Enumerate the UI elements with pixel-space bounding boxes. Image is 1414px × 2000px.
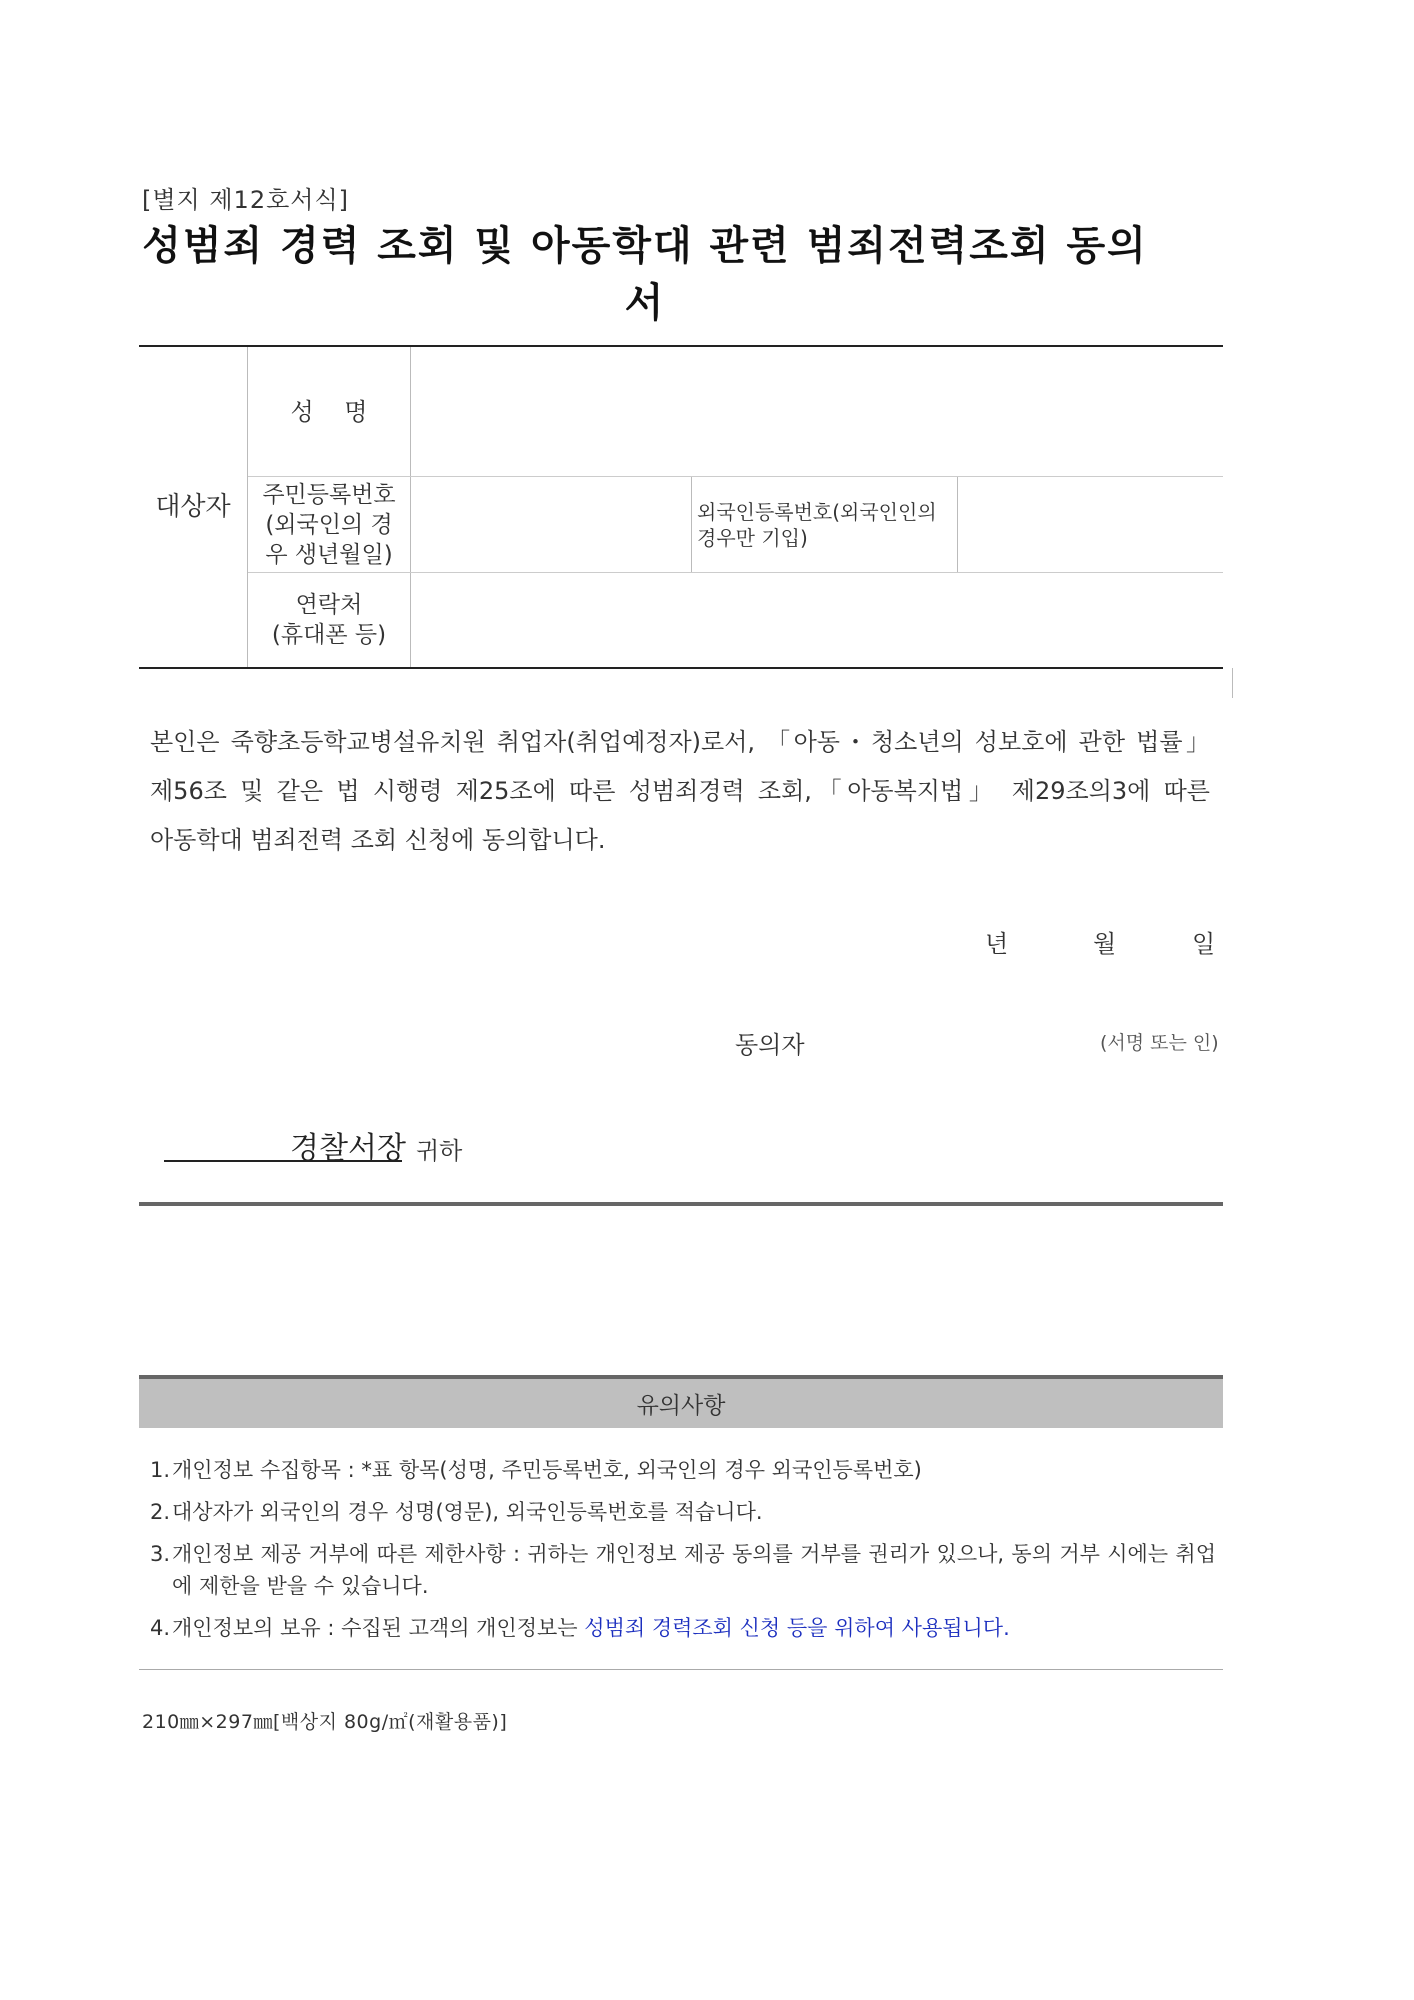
foreigner-number-field[interactable] — [958, 477, 1223, 572]
notice-number: 1. — [150, 1458, 171, 1482]
notice-bottom-rule — [139, 1669, 1223, 1670]
notice-text: 개인정보 수집항목 : *표 항목(성명, 주민등록번호, 외국인의 경우 외국인등록번호) — [172, 1458, 922, 1482]
notice-item — [150, 1612, 1216, 1644]
honorific: 귀하 — [416, 1137, 463, 1165]
date-year-label: 년 — [985, 930, 1009, 958]
contact-field[interactable] — [411, 573, 1223, 667]
resident-number-label: 주민등록번호 (외국인의 경 우 생년월일) — [262, 481, 396, 568]
police-station-chief: 경찰서장 — [290, 1131, 406, 1166]
notice-number: 4. — [150, 1616, 171, 1640]
notice-item — [150, 1454, 1216, 1486]
notice-text-highlight: 성범죄 경력조회 신청 등을 위하여 사용됩니다. — [584, 1616, 1010, 1640]
form-number: [별지 제12호서식] — [142, 186, 349, 214]
name-field[interactable] — [411, 347, 1223, 476]
notice-text — [172, 1612, 1216, 1644]
table-divider — [691, 476, 692, 572]
section-divider — [139, 1202, 1223, 1206]
paper-spec-footer: 210㎜×297㎜[백상지 80g/㎡(재활용품)] — [142, 1711, 508, 1733]
resident-number-field[interactable] — [411, 477, 691, 572]
notice-list — [150, 1454, 1216, 1654]
table-bottom-rule — [139, 667, 1223, 669]
notice-number: 3. — [150, 1542, 171, 1566]
name-label: 성 명 — [290, 397, 368, 426]
consent-statement: 본인은 죽향초등학교병설유치원 취업자(취업예정자)로서, 「아동・청소년의 성보호에 관한 법률」 제56조 및 같은 법 시행령 제25조에 따른 성범죄경력 조회,「아동복지법」 제29조의3에 따른 아동학대 범죄전력 조회 신청에 동의합니다. — [150, 728, 1210, 854]
applicant-group-label: 대상자 — [155, 492, 231, 522]
contact-label: 연락처 (휴대폰 등) — [271, 592, 387, 648]
notice-text: 대상자가 외국인의 경우 성명(영문), 외국인등록번호를 적습니다. — [172, 1500, 763, 1524]
notice-item — [150, 1538, 1216, 1602]
date-day-label: 일 — [1192, 930, 1216, 958]
notice-heading: 유의사항 — [139, 1375, 1223, 1428]
notice-text: 개인정보 제공 거부에 따른 제한사항 : 귀하는 개인정보 제공 동의를 거부를 권리가 있으나, 동의 거부 시에는 취업에 제한을 받을 수 있습니다. — [172, 1542, 1216, 1598]
notice-item — [150, 1496, 1216, 1528]
date-month-label: 월 — [1093, 930, 1117, 958]
consenter-label: 동의자 — [735, 1031, 805, 1059]
foreigner-number-label: 외국인등록번호(외국인인의 경우만 기입) — [697, 499, 937, 550]
notice-number: 2. — [150, 1500, 171, 1524]
document-title: 성범죄 경력 조회 및 아동학대 관련 범죄전력조회 동의서 — [142, 223, 1148, 326]
signature-note: (서명 또는 인) — [1100, 1032, 1219, 1054]
notice-text-plain: 개인정보의 보유 : 수집된 고객의 개인정보는 — [172, 1616, 585, 1640]
table-divider — [1232, 668, 1233, 698]
